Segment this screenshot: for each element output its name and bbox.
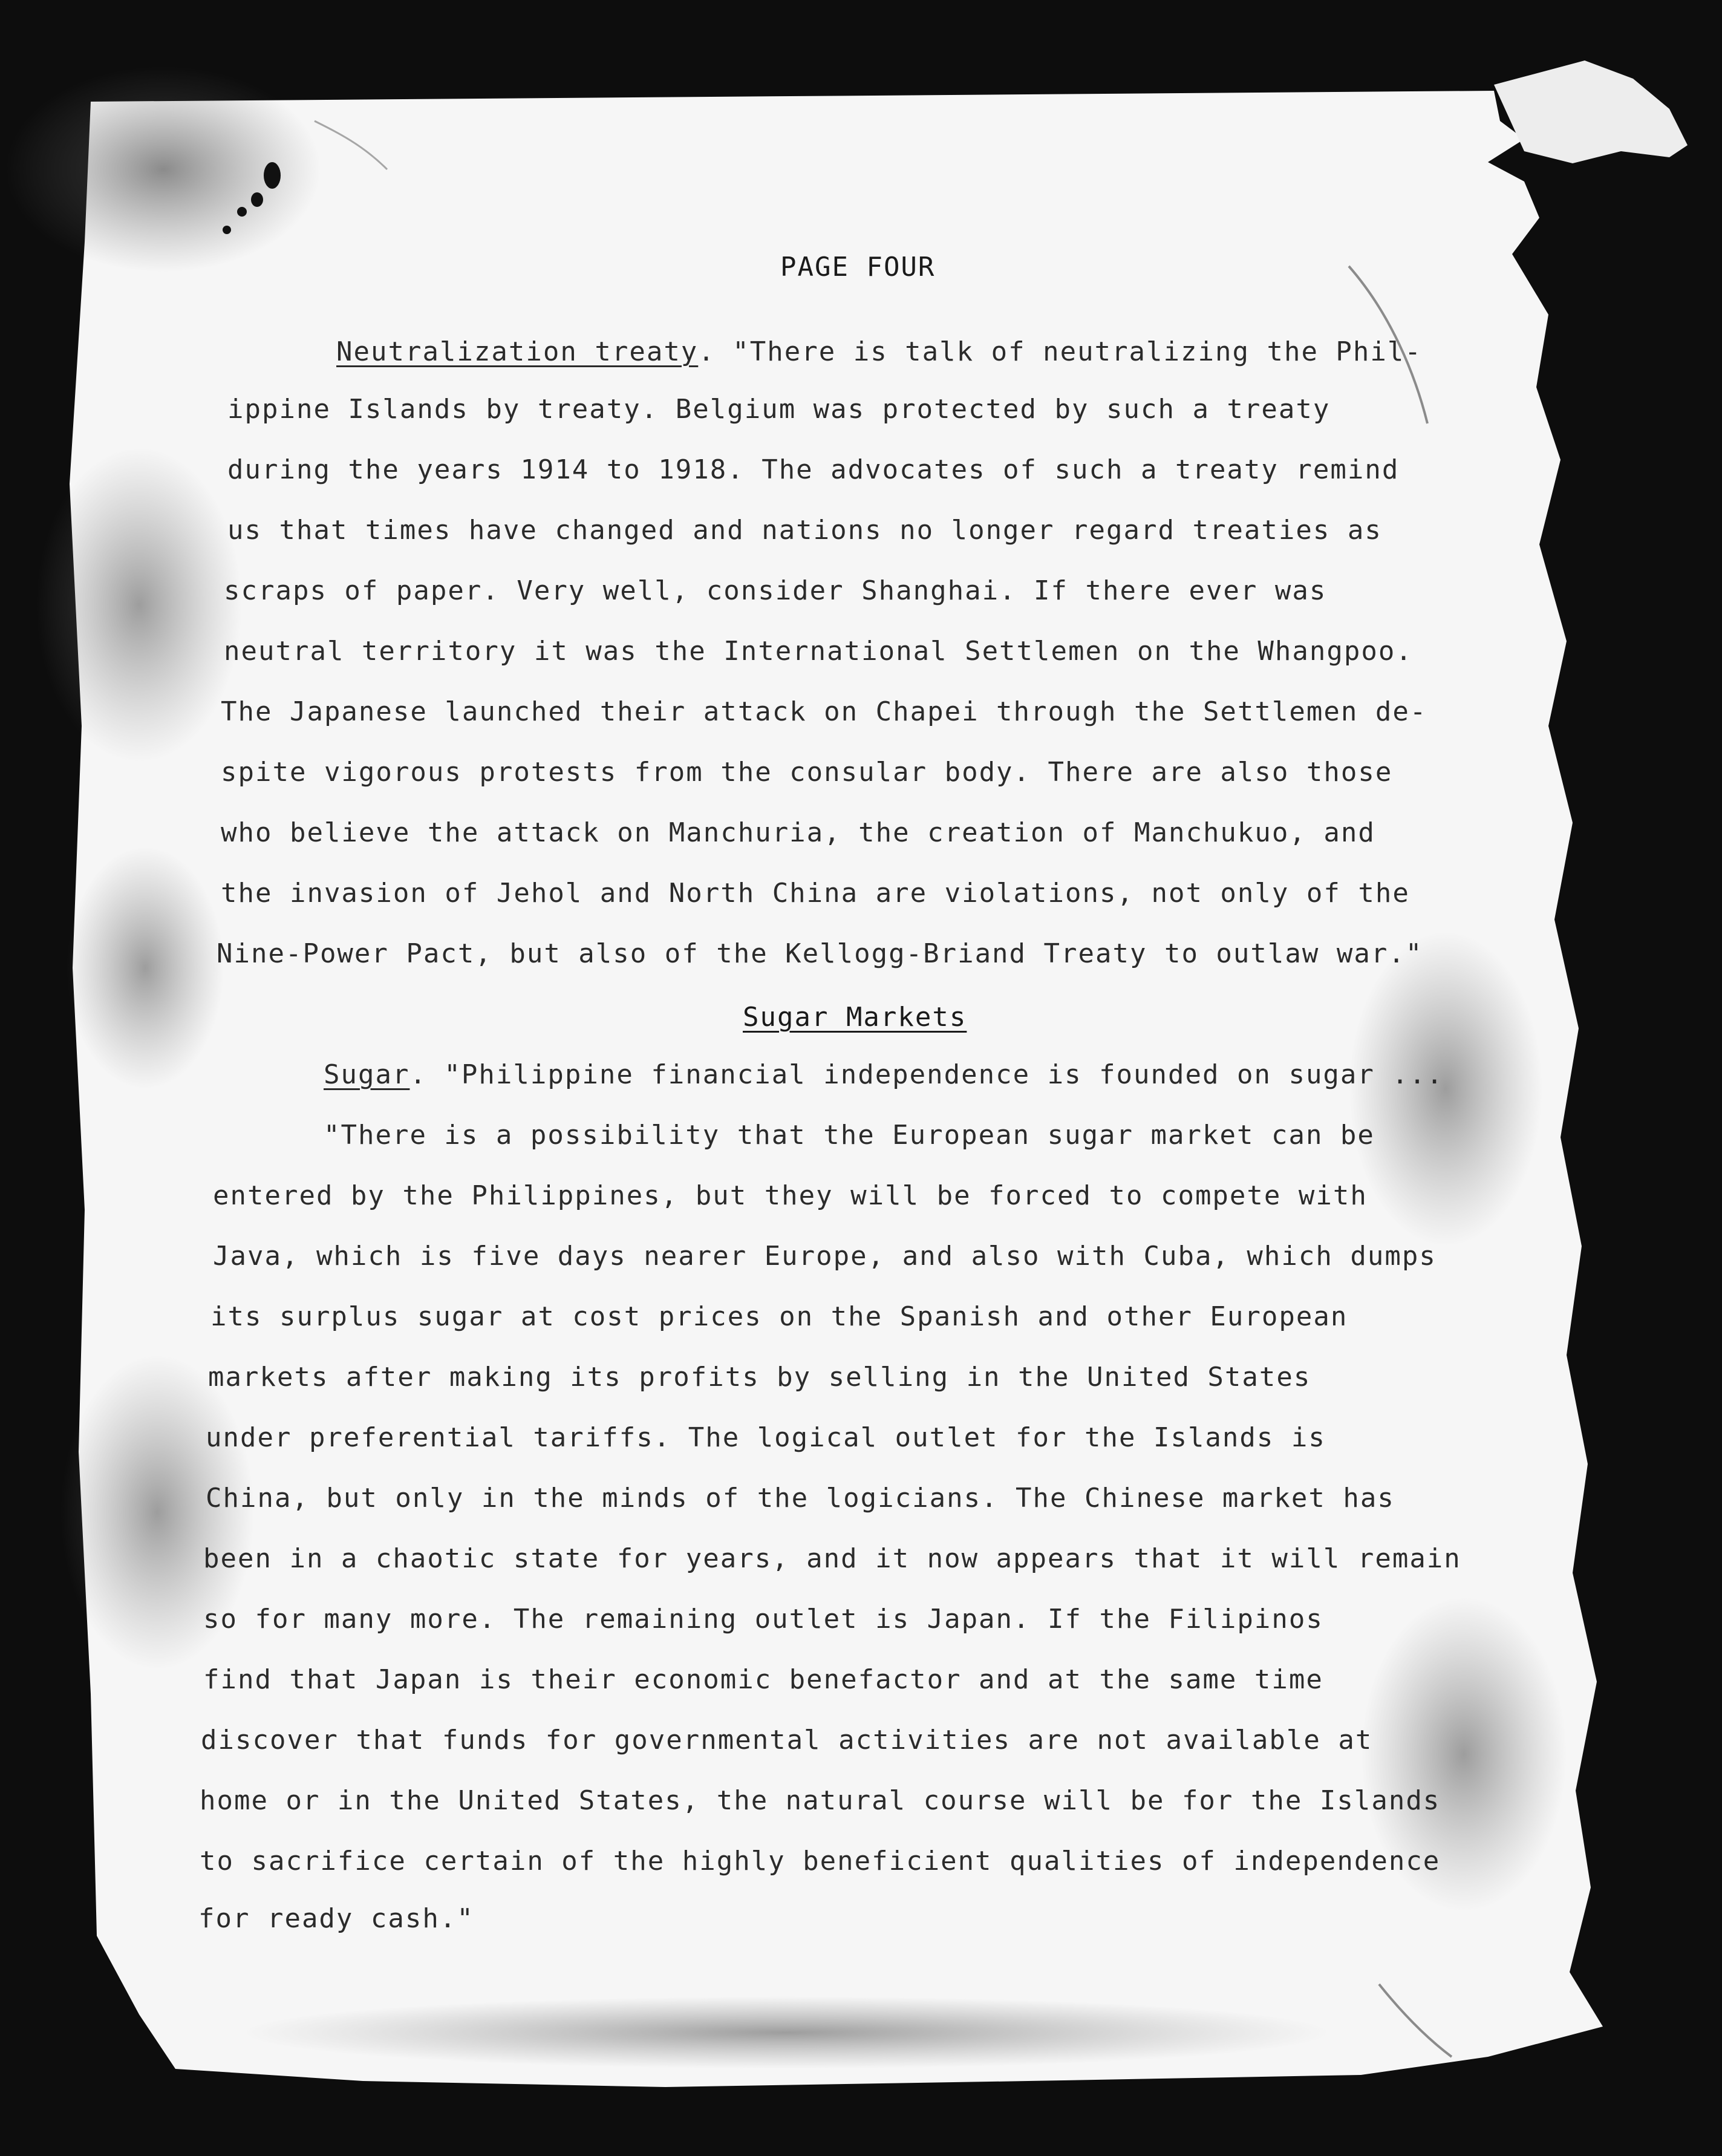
paragraph-line: markets after making its profits by selling in the United States (208, 1362, 1311, 1393)
paragraph-line: China, but only in the minds of the logicians. The Chinese market has (206, 1483, 1395, 1514)
paragraph-line: for ready cash." (198, 1903, 474, 1934)
paragraph-line: scraps of paper. Very well, consider Shanghai. If there ever was (224, 575, 1327, 606)
paragraph-line: us that times have changed and nations no longer regard treaties as (227, 515, 1382, 546)
paragraph-line: the invasion of Jehol and North China are violations, not only of the (221, 878, 1410, 909)
paragraph-line: Java, which is five days nearer Europe, and also with Cuba, which dumps (213, 1241, 1437, 1272)
paragraph-line: discover that funds for governmental activities are not available at (201, 1725, 1373, 1756)
paragraph-line: entered by the Philippines, but they will be forced to compete with (213, 1180, 1368, 1211)
line-text: . "There is talk of neutralizing the Phil- (698, 336, 1422, 367)
paragraph-line: to sacrifice certain of the highly beneficient qualities of independence (200, 1846, 1441, 1877)
paragraph-line: home or in the United States, the natural course will be for the Islands (200, 1785, 1441, 1816)
paragraph-line (336, 336, 1422, 367)
paragraph-line: during the years 1914 to 1918. The advocates of such a treaty remind (227, 454, 1400, 485)
paragraph-line: spite vigorous protests from the consular body. There are also those (221, 757, 1393, 788)
page-heading: PAGE FOUR (780, 252, 936, 283)
section-heading-neutralization: Neutralization treaty (336, 336, 699, 367)
section-heading-sugar-markets: Sugar Markets (743, 1002, 967, 1033)
line-text: . "Philippine financial independence is founded on sugar ... (409, 1059, 1444, 1090)
paragraph-line: The Japanese launched their attack on Chapei through the Settlemen de- (221, 696, 1427, 727)
paragraph-line: who believe the attack on Manchuria, the creation of Manchukuo, and (221, 817, 1375, 848)
paragraph-line: so for many more. The remaining outlet is Japan. If the Filipinos (203, 1604, 1323, 1635)
paragraph-line: "There is a possibility that the European sugar market can be (324, 1120, 1375, 1151)
paragraph-line: been in a chaotic state for years, and it now appears that it will remain (203, 1543, 1461, 1574)
paragraph-line: its surplus sugar at cost prices on the Spanish and other European (210, 1301, 1348, 1332)
paragraph-line: under preferential tariffs. The logical outlet for the Islands is (206, 1422, 1326, 1453)
section-heading-sugar: Sugar (324, 1059, 410, 1090)
paragraph-line: find that Japan is their economic benefactor and at the same time (203, 1664, 1323, 1695)
paragraph-line: ippine Islands by treaty. Belgium was protected by such a treaty (227, 394, 1331, 425)
paragraph-line (324, 1059, 1444, 1090)
paragraph-line: neutral territory it was the International Settlemen on the Whangpoo. (224, 636, 1413, 667)
paragraph-line: Nine-Power Pact, but also of the Kellogg-Briand Treaty to outlaw war." (217, 938, 1423, 969)
